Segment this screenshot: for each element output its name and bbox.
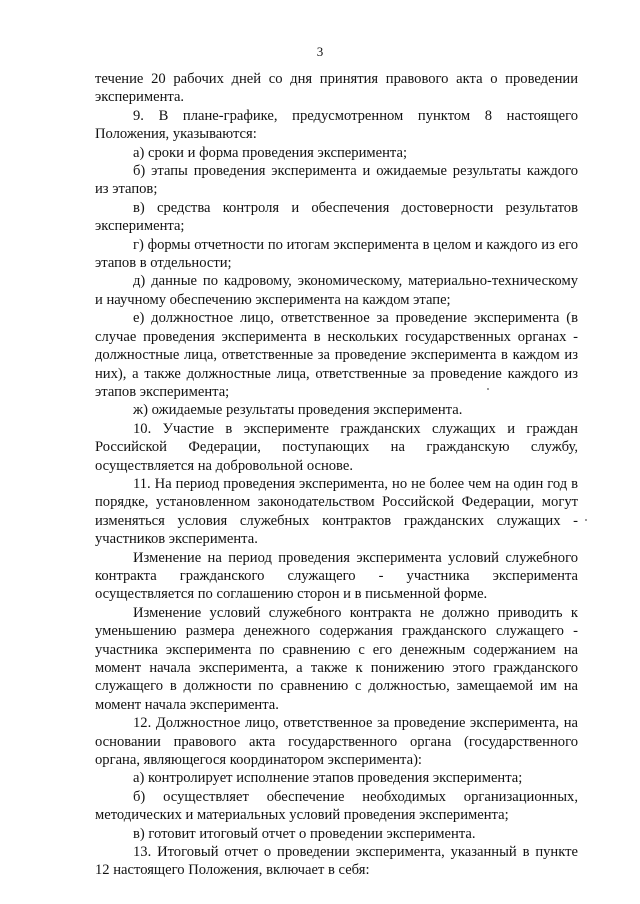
paragraph-item-10: 10. Участие в эксперименте гражданских служащих и граждан Российской Федерации, поступающих на гражданскую службу, осуществляется на добровольной основе. — [95, 420, 578, 474]
page-number: 3 — [316, 44, 324, 59]
paragraph-item-11-part3: Изменение условий служебного контракта не должно приводить к уменьшению размера денежного содержания гражданского служащего - участника эксперимента по сравнению с его денежным содержанием на момент начала эксперимента, а также к понижению этого гражданского служащего в должности по сравнению с должностью, замещаемой им на момент начала эксперимента. — [95, 604, 578, 713]
paragraph-item-11: 11. На период проведения эксперимента, но не более чем на один год в порядке, установленном законодательством Российской Федерации, могут изменяться условия служебных контрактов гражданских служащих - участников эксперимента. — [95, 475, 578, 548]
scan-speck — [585, 519, 587, 521]
paragraph-item-9g: г) формы отчетности по итогам эксперимента в целом и каждого из его этапов в отдельности; — [95, 236, 578, 272]
paragraph-item-11-part2: Изменение на период проведения эксперимента условий служебного контракта гражданского служащего - участника эксперимента осуществляется по соглашению сторон и в письменной форме. — [95, 549, 578, 603]
paragraph-continuation: течение 20 рабочих дней со дня принятия правового акта о проведении эксперимента. — [95, 71, 578, 106]
paragraph-item-12v: в) готовит итоговый отчет о проведении эксперимента. — [133, 825, 476, 842]
document-body — [95, 70, 578, 880]
paragraph-item-9a: а) сроки и форма проведения эксперимента; — [133, 144, 408, 161]
paragraph-item-9e: е) должностное лицо, ответственное за проведение эксперимента (в случае проведения эксперимента в нескольких государственных органах - должностные лица, ответственные за проведение эксперимента в каждом из них), а также должностные лица, ответственные за проведение каждого из этапов эксперимента; — [95, 310, 578, 400]
paragraph-item-9v: в) средства контроля и обеспечения достоверности результатов эксперимента; — [95, 199, 578, 235]
paragraph-item-9b: б) этапы проведения эксперимента и ожидаемые результаты каждого из этапов; — [95, 163, 578, 198]
paragraph-item-13: 13. Итоговый отчет о проведении эксперимента, указанный в пункте 12 настоящего Положения, включает в себя: — [95, 844, 578, 879]
scan-speck — [487, 388, 489, 390]
paragraph-item-12: 12. Должностное лицо, ответственное за проведение эксперимента, на основании правового акта государственного органа (государственного органа, являющегося координатором эксперимента): — [95, 715, 578, 769]
paragraph-item-12b: б) осуществляет обеспечение необходимых организационных, методических и материальных условий проведения эксперимента; — [95, 788, 578, 824]
paragraph-item-9: 9. В плане-графике, предусмотренном пунктом 8 настоящего Положения, указываются: — [95, 107, 578, 143]
paragraph-item-9d: д) данные по кадровому, экономическому, материально-техническому и научному обеспечению эксперимента на каждом этапе; — [95, 273, 578, 308]
paragraph-item-9zh: ж) ожидаемые результаты проведения эксперимента. — [133, 402, 463, 419]
paragraph-item-12a: а) контролирует исполнение этапов проведения эксперимента; — [133, 770, 523, 787]
